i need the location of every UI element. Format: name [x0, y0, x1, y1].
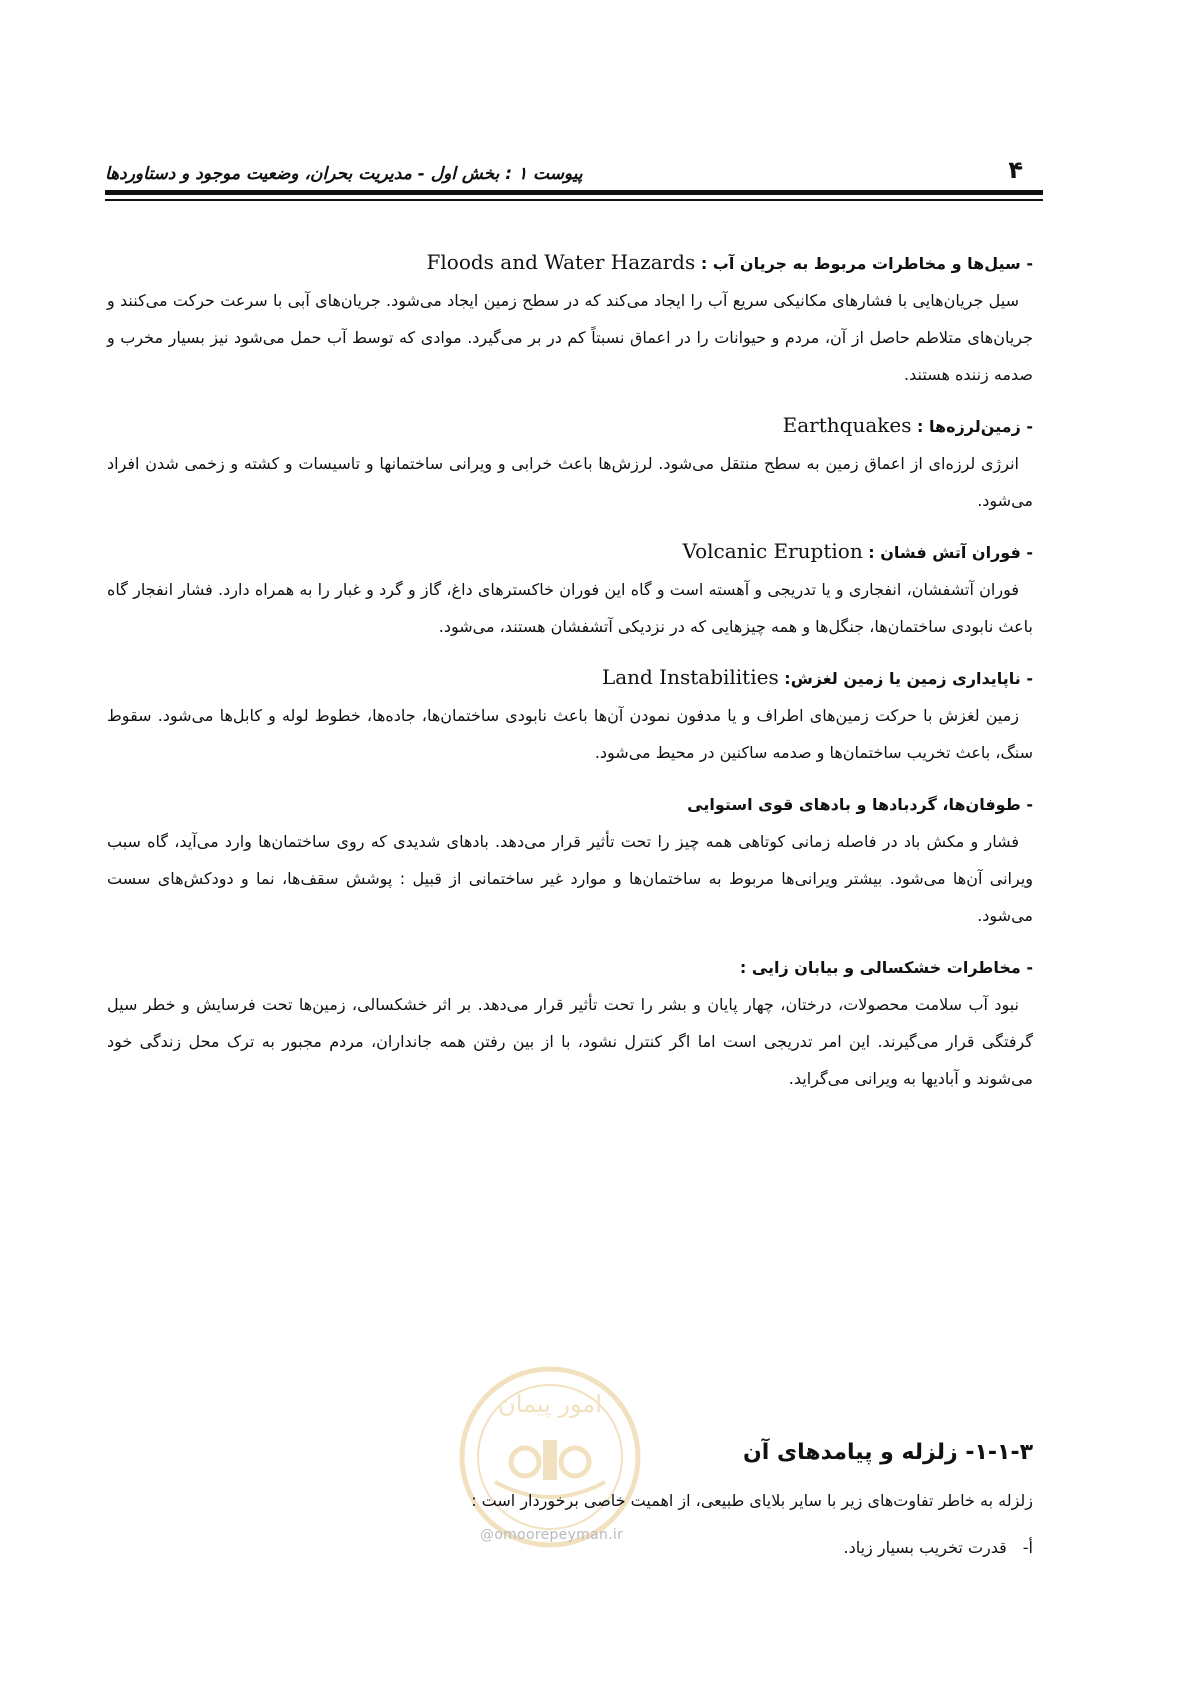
- page-number: ۴: [1008, 156, 1023, 184]
- paragraph-earthquakes: انرژی لرزه‌ای از اعماق زمین به سطح منتقل می‌شود. لرزش‌ها باعث خرابی و ویرانی ساختمانها و تاسیسات و کشته و زخمی شدن افراد می‌شود.: [107, 454, 1033, 510]
- paragraph-storms: فشار و مکش باد در فاصله زمانی کوتاهی همه چیز را تحت تأثیر قرار می‌دهد. بادهای شدیدی که روی ساختمان‌ها وارد می‌آید، گاه سبب ویرانی آن‌ها می‌شود. بیشتر ویرانی‌ها مربوط به ساختمان‌ها و موارد غیر ساختمانی از قبیل : پوشش سقف‌ها، نما و دودکش‌های سست می‌شود.: [107, 832, 1033, 925]
- section-heading-volcanic: - فوران آتش فشان : Volcanic Eruption: [682, 539, 1033, 563]
- paragraph-drought: نبود آب سلامت محصولات، درختان، چهار پایان و بشر را تحت تأثیر قرار می‌دهد. بر اثر خشکسالی، زمین‌ها تحت فرسایش و خطر سیل گرفتگی قرار می‌گیرند. این امر تدریجی است اما اگر کنترل نشود، با از بین رفتن همه جانداران، مردم مجبور به ترک محل زندگی خود می‌شوند و آبادیها به ویرانی می‌گراید.: [107, 995, 1033, 1088]
- list-item: [843, 1538, 1033, 1557]
- section-title: ۱-۱-۳- زلزله و پیامدهای آن: [742, 1440, 1033, 1465]
- list-marker: أ-: [1022, 1538, 1033, 1557]
- running-title: پیوست ۱ : بخش اول - مدیریت بحران، وضعیت موجود و دستاوردها: [105, 164, 583, 184]
- watermark-url: @omoorepeyman.ir: [480, 1527, 624, 1543]
- paragraph-land-instabilities: زمین لغزش با حرکت زمین‌های اطراف و یا مدفون نمودن آن‌ها باعث نابودی ساختمان‌ها، جاده‌ها، خطوط لوله و کابل‌ها می‌شود. سقوط سنگ، باعث تخریب ساختمان‌ها و صدمه ساکنین در محیط می‌شود.: [107, 706, 1033, 762]
- intro-line: زلزله به خاطر تفاوت‌های زیر با سایر بلایای طبیعی، از اهمیت خاصی برخوردار است :: [471, 1491, 1033, 1510]
- section-heading-floods: - سیل‌ها و مخاطرات مربوط به جریان آب : Floods and Water Hazards: [426, 250, 1033, 274]
- watermark-logo: [455, 1362, 645, 1552]
- section-heading-storms: - طوفان‌ها، گردبادها و بادهای قوی استوایی: [687, 795, 1033, 814]
- paragraph-volcanic: فوران آتشفشان، انفجاری و یا تدریجی و آهسته است و گاه این فوران خاکسترهای داغ، گاز و گرد و غبار را به همراه دارد. فشار انفجار گاه باعث نابودی ساختمان‌ها، جنگل‌ها و همه چیزهایی که در نزدیکی آتشفشان هستند، می‌شود.: [107, 580, 1033, 636]
- header-rule-thick: [105, 190, 1043, 195]
- page-header: [105, 150, 1043, 190]
- header-rule-thin: [105, 199, 1043, 201]
- section-heading-drought: - مخاطرات خشکسالی و بیابان زایی :: [739, 958, 1033, 977]
- paragraph-floods: سیل جریان‌هایی با فشارهای مکانیکی سریع آب را ایجاد می‌کند که در سطح زمین ایجاد می‌شود. جریان‌های آبی با سرعت حرکت می‌کنند و جریان‌های متلاطم حاصل از آن، مردم و حیوانات را در اعماق نسبتاً کم در بر می‌گیرد. موادی که توسط آب حمل می‌شود نیز بسیار مخرب و صدمه زننده هستند.: [107, 291, 1033, 384]
- section-heading-earthquakes: - زمین‌لرزه‌ها : Earthquakes: [782, 413, 1033, 437]
- watermark-logo-text: امور پیمان: [498, 1390, 602, 1418]
- list-item-text: قدرت تخریب بسیار زیاد.: [843, 1538, 1007, 1557]
- body-text: [107, 244, 1033, 1097]
- section-heading-land-instabilities: - ناپایداری زمین یا زمین لغزش: Land Instabilities: [601, 665, 1033, 689]
